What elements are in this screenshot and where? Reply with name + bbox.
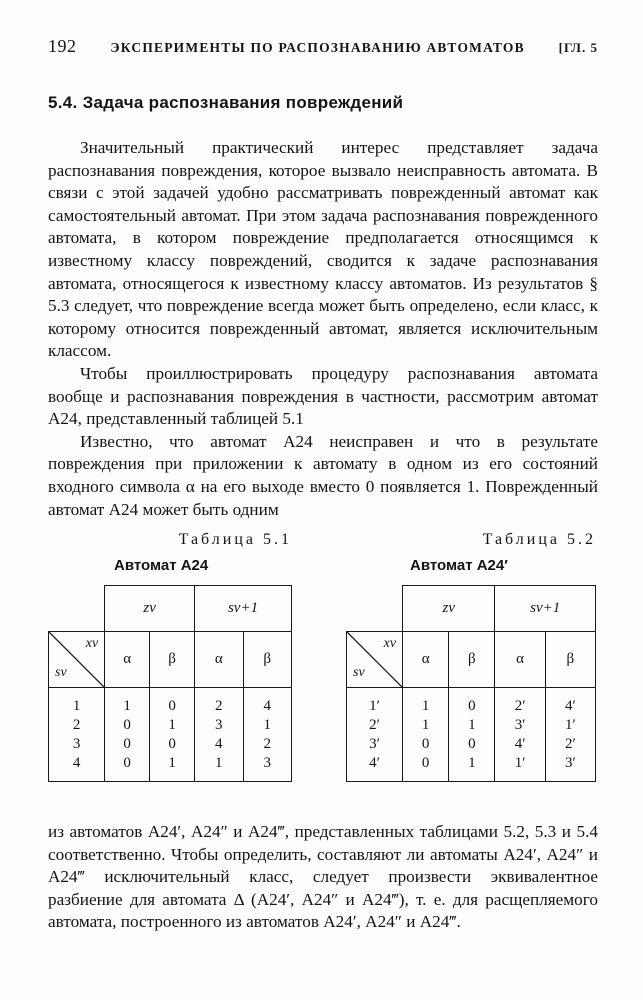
diagonal-header-cell [49,632,105,688]
table-cell: 1 [468,716,476,733]
diagonal-header-cell [347,632,403,688]
table-cell: 1 [215,754,223,771]
input-beta: β [243,632,292,688]
paragraph-4: из автоматов А24′, А24″ и А24‴, представленных таблицами 5.2, 5.3 и 5.4 соответственно. Чтобы определить, составляют ли автоматы А24′, А24″ и А24‴ исключительный класс, следует произвести эквивалентное разбиение для автомата Δ (А24′, А24″ и А24‴), т. е. для расщепляемого автомата, построенного из автоматов А24′, А24″ и А24‴. [48,822,598,932]
book-page [48,36,598,934]
input-beta: β [449,632,495,688]
input-alpha: α [495,632,545,688]
running-header [48,36,598,57]
header-next-state: sν+1 [195,586,292,632]
section-title: 5.4. Задача распознавания повреждений [48,93,404,112]
table-cell: 2′ [564,735,576,752]
chapter-marker: [ГЛ. 5 [558,40,598,55]
table-cell: 1′ [564,716,576,733]
input-alpha: α [195,632,243,688]
next-beta-column [243,688,292,782]
tables-area [48,531,598,821]
output-beta-column [150,688,195,782]
header-next-state: sν+1 [495,586,596,632]
state-cell: 1 [72,697,81,714]
table-cell: 2 [263,735,271,752]
table-cell: 0 [168,697,176,714]
table-cell: 0 [123,716,131,733]
state-column [347,688,403,782]
table-caption: Таблица 5.1 [178,531,292,549]
table-name: Автомат А24 [114,557,209,575]
table-5-2-block [346,531,596,782]
state-cell: 2′ [369,716,380,733]
table-cell: 4′ [564,697,576,714]
table-5-1-block [48,531,292,782]
table-cell: 1 [468,754,476,771]
table-cell: 0 [123,735,131,752]
table-cell: 1 [421,697,430,714]
table-cell: 2′ [514,697,526,714]
running-title: ЭКСПЕРИМЕНТЫ ПО РАСПОЗНАВАНИЮ АВТОМАТОВ [110,40,525,55]
table-cell: 0 [468,735,476,752]
table-cell: 0 [468,697,476,714]
state-table [346,585,596,782]
state-table [48,585,292,782]
next-beta-column [545,688,595,782]
table-caption: Таблица 5.2 [482,531,596,549]
input-beta: β [150,632,195,688]
header-input-label: xν [85,636,99,652]
state-cell: 4 [72,754,81,771]
table-cell: 3 [215,716,223,733]
state-cell: 4′ [369,754,380,771]
table-cell: 3′ [564,754,576,771]
state-cell: 3 [72,735,81,752]
table-cell: 0 [168,735,176,752]
output-alpha-column [105,688,150,782]
table-name: Автомат А24′ [410,557,508,575]
header-input-label: xν [383,636,397,652]
table-cell: 0 [123,754,131,771]
next-alpha-column [495,688,545,782]
table-cell: 1′ [514,754,526,771]
table-cell: 4 [263,697,271,714]
output-beta-column [449,688,495,782]
state-cell: 2 [72,716,81,733]
paragraph-3: Известно, что автомат А24 неисправен и что в результате повреждения при приложении к автомату в одном из его состояний входного символа α на его выходе вместо 0 появляется 1. Поврежденный автомат А24 может быть одним [48,431,598,519]
input-alpha: α [105,632,150,688]
table-cell: 1 [123,697,131,714]
state-column [49,688,105,782]
table-cell: 4 [215,735,223,752]
state-cell: 3′ [369,735,380,752]
output-alpha-column [403,688,449,782]
page-number: 192 [48,36,77,56]
header-output: zν [105,586,195,632]
table-cell: 4′ [514,735,526,752]
table-cell: 0 [421,754,430,771]
table-cell: 1 [168,754,176,771]
header-output: zν [403,586,495,632]
paragraph-2: Чтобы проиллюстрировать процедуру распознавания автомата вообще и распознавания повреждения в частности, рассмотрим автомат А24, представленный таблицей 5.1 [48,363,598,429]
table-cell: 2 [215,697,223,714]
header-state-label: sν [55,665,67,681]
table-cell: 1 [168,716,176,733]
table-cell: 3 [263,754,271,771]
table-cell: 1 [263,716,271,733]
input-beta: β [545,632,595,688]
input-alpha: α [403,632,449,688]
paragraph-1: Значительный практический интерес представляет задача распознавания повреждения, которое вызвало неисправность автомата. В связи с этой задачей удобно рассматривать поврежденный автомат как самостоятельный автомат. При этом задача распознавания поврежденного автомата, в котором повреждение предполагается относящимся к известному классу повреждений, сводится к задаче распознавания автомата, относящегося к известному классу автоматов. Из результатов § 5.3 следует, что повреждение всегда может быть определено, если класс, к которому относится поврежденный автомат, является исключительным классом. [48,138,598,361]
next-alpha-column [195,688,243,782]
table-cell: 3′ [514,716,526,733]
table-cell: 1 [421,716,430,733]
header-state-label: sν [353,665,365,681]
table-cell: 0 [421,735,430,752]
state-cell: 1′ [369,697,380,714]
